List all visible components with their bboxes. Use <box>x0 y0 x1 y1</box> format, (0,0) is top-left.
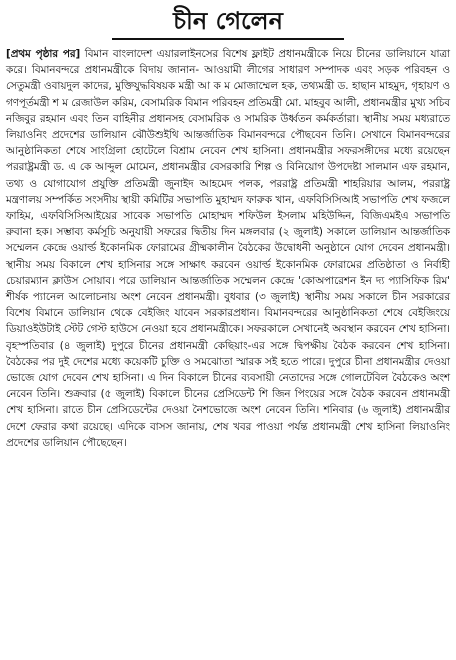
continuation-label: [প্রথম পৃষ্ঠার পর] <box>6 48 81 60</box>
article-body <box>6 46 450 451</box>
headline: চীন গেলেন <box>112 6 344 40</box>
article-text: বিমান বাংলাদেশ এয়ারলাইনসের বিশেষ ফ্লাইট প্রধানমন্ত্রীকে নিয়ে চীনের ডালিয়ানে যাত্রা করে। বিমানবন্দরে প্রধানমন্ত্রীকে বিদায় জানান- আওয়ামী লীগের সাধারণ সম্পাদক এবং সড়ক পরিবহন ও সেতুমন্ত্রী ওবায়দুল কাদের, মুক্তিযুদ্ধবিষয়ক মন্ত্রী আ ক ম মোজাম্মেল হক, তথ্যমন্ত্রী ড. হাছান মাহমুদ, গৃহায়ণ ও গণপূর্তমন্ত্রী শ ম রেজাউল করিম, বেসামরিক বিমান পরিবহন প্রতিমন্ত্রী মো. মাহবুব আলী, প্রধানমন্ত্রীর মুখ্য সচিব নজিবুর রহমান এবং তিন বাহিনীর প্রধানসহ বেসামরিক ও সামরিক উর্ধ্বতন কর্মকর্তারা। স্থানীয় সময় মধ্যরাতে লিয়াওনিং প্রদেশের ডালিয়ান ঝৌউশুইথি আন্তর্জাতিক বিমানবন্দরে পৌছবেন তিনি। সেখানে বিমানবন্দরের আনুষ্ঠানিকতা শেষে সাংগ্রিলা হোটেলে বিশ্রাম নেবেন শেখ হাসিনা। প্রধানমন্ত্রীর সফরসঙ্গীদের মধ্যে রয়েছেন পররাষ্ট্রমন্ত্রী ড. এ কে আব্দুল মোমেন, প্রধানমন্ত্রীর বেসরকারি শিল্প ও বিনিয়োগ উপদেষ্টা সালমান এফ রহমান, তথ্য ও যোগাযোগ প্রযুক্তি প্রতিমন্ত্রী জুনাইদ আহমেদ পলক, পররাষ্ট্র প্রতিমন্ত্রী শাহরিয়ার আলম, পররাষ্ট্র মন্ত্রণালয় সম্পর্কিত সংসদীয় স্থায়ী কমিটির সভাপতি মুহাম্মদ ফারুক খান, এফবিসিসিআই সভাপতি শেখ ফজলে ফাহিম, এফবিসিসিআইয়ের সাবেক সভাপতি মোহাম্মদ শফিউল ইসলাম মহিউদ্দিন, বিজিএমইএ সভাপতি রুবানা হক। সম্ভাব্য কর্মসূচি অনুযায়ী সফরের দ্বিতীয় দিন মঙ্গলবার (২ জুলাই) সকালে ডালিয়ান আন্তর্জাতিক সম্মেলন কেন্দ্রে ওয়ার্ল্ড ইকোনমিক ফোরামের গ্রীষ্মকালীন বৈঠকের উদ্বোধনী অনুষ্ঠানে যোগ দেবেন প্রধানমন্ত্রী। স্থানীয় সময় বিকালে শেখ হাসিনার সঙ্গে সাক্ষাৎ করবেন ওয়ার্ল্ড ইকোনমিক ফোরামের প্রতিষ্ঠাতা ও নির্বাহী চেয়ারম্যান ক্লাউস সোয়াব। পরে ডালিয়ান আন্তর্জাতিক সম্মেলন কেন্দ্রে 'কোঅপারেশন ইন দ্য প্যাসিফিক রিম' শীর্ষক প্যানেল আলোচনায় অংশ নেবেন প্রধানমন্ত্রী। বুধবার (৩ জুলাই) স্থানীয় সময় সকালে চীন সরকারের বিশেষ বিমানে ডালিয়ান থেকে বেইজিং যাবেন সরকারপ্রধান। বিমানবন্দরের আনুষ্ঠানিকতা শেষে বেইজিংয়ে ডিয়াওইউটাই স্টেট গেস্ট হাউসে নেওয়া হবে প্রধানমন্ত্রীকে। সফরকালে সেখানেই অবস্থান করবেন শেখ হাসিনা। বৃহস্পতিবার (৪ জুলাই) দুপুরে চীনের প্রধানমন্ত্রী কেছিয়াং-এর সঙ্গে দ্বিপক্ষীয় বৈঠক করবেন শেখ হাসিনা। বৈঠকের পর দুই দেশের মধ্যে কয়েকটি চুক্তি ও সমঝোতা স্মারক সই হতে পারে। দুপুরে চীনা প্রধানমন্ত্রীর দেওয়া ভোজে যোগ দেবেন শেখ হাসিনা। এ দিন বিকালে চীনের ব্যবসায়ী নেতাদের সঙ্গে গোলটেবিল বৈঠকেও অংশ নেবেন তিনি। শুক্রবার (৫ জুলাই) বিকালে চীনের প্রেসিডেন্ট শি জিন পিংয়ের সঙ্গে বৈঠক করবেন প্রধানমন্ত্রী শেখ হাসিনা। রাতে চীন প্রেসিডেন্টের দেওয়া নৈশভোজে অংশ নেবেন তিনি। শনিবার (৬ জুলাই) প্রধানমন্ত্রীর দেশে ফেরার কথা রয়েছে। এদিকে বাসস জানায়, শেষ খবর পাওয়া পর্যন্ত প্রধানমন্ত্রী শেখ হাসিনা লিয়াওনিং প্রদেশের ডালিয়ান পৌছেছেন। <box>6 48 451 449</box>
